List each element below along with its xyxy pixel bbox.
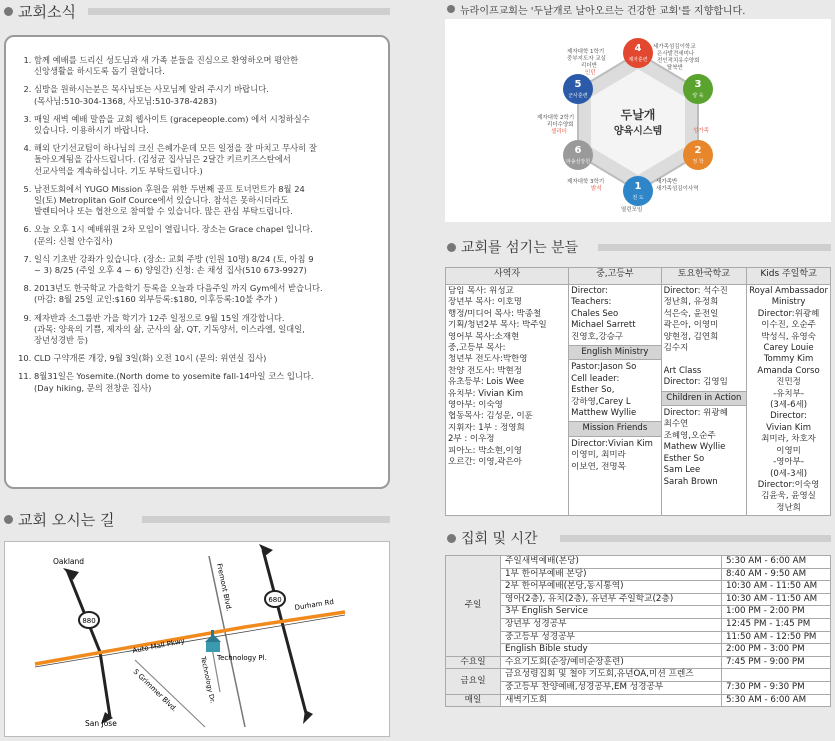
map-label-technology-dr: Technology Dr. <box>199 655 217 705</box>
svg-text:680: 680 <box>268 596 282 604</box>
vision-bullet-icon <box>447 5 455 13</box>
news-list <box>6 37 388 394</box>
service-time: 12:45 PM - 1:45 PM <box>722 618 831 631</box>
staff-entry: Royal Ambassador <box>749 286 828 296</box>
note: 셀리더 <box>551 129 567 135</box>
freeway-680-road <box>263 550 307 717</box>
staff-entry: Pastor:Jason So <box>571 362 637 373</box>
title-bar <box>560 535 831 542</box>
news-item: 10. CLD 구약개론 개강, 9월 3일(화) 오전 10시 (문의: 위연실 집사) <box>34 353 376 364</box>
note: 새가족섬김이사역 <box>656 186 699 192</box>
arrow-north-icon <box>259 544 273 556</box>
service-name: 1부 한어부예배 본당) <box>501 568 722 581</box>
step-number: 3 <box>694 79 702 90</box>
news-panel <box>4 35 390 489</box>
news-item: 8. 2013년도 한국학교 가을학기 등록을 오늘과 다음주일 까지 Gym에서 받습니다. (마감: 8월 25일 교인:$160 외부등록:$180, 이후등록:10불 추가 ) <box>34 283 376 305</box>
staff-entry: 영아부: 이숙영 <box>448 400 503 411</box>
staff-entry: 유초등부: Lois Wee <box>448 377 525 388</box>
staff-entry: 김수지 <box>663 343 689 354</box>
service-time: 1:00 PM - 2:00 PM <box>722 606 831 619</box>
schedule-row <box>446 644 831 657</box>
staff-entry: 오르간: 이영,곽은아 <box>448 457 522 468</box>
vision-statement: 뉴라이프교회는 '두날개로 날아오르는 건강한 교회'를 지향합니다. <box>460 6 746 17</box>
staff-entry: 박성식, 유영숙 <box>761 331 816 342</box>
title-bar <box>88 8 390 15</box>
staff-entry: 장년부 목사: 이호명 <box>448 297 522 308</box>
staff-entry: Tommy Kim <box>763 354 814 365</box>
note: 열린모임 <box>621 207 643 213</box>
staff-entry: 행정/미디어 목사: 박종철 <box>448 308 542 319</box>
staff-col-kids <box>747 285 831 516</box>
staff-entry <box>664 354 745 365</box>
staff-section-title: 교회를 섬기는 분들 <box>447 237 578 257</box>
staff-entry: Matthew Wyllie <box>571 408 637 419</box>
news-item: 2. 심방을 원하시는분은 목사님또는 사모님께 알려 주시기 바랍니다. (목사님:510-304-1368, 사모님:510-378-4283) <box>34 84 376 106</box>
note: 성가족 <box>693 128 709 134</box>
freeway-880-road <box>67 570 110 717</box>
schedule-day: 수요일 <box>446 656 501 669</box>
service-time: 7:45 PM - 9:00 PM <box>722 656 831 669</box>
staff-entry: Director:이숙영 <box>757 479 820 490</box>
staff-entry: Director: 석수진 <box>663 286 728 296</box>
staff-entry: Carey Louie <box>763 343 814 354</box>
staff-entry: Esther So, <box>571 385 615 396</box>
schedule-day: 매일 <box>446 694 501 707</box>
schedule-row <box>446 581 831 594</box>
title-bar <box>142 516 390 523</box>
note: 중부지도자 교실 <box>567 56 606 62</box>
mission-friends-header: Mission Friends <box>569 421 660 436</box>
staff-entry: 곽은아, 이영미 <box>663 320 719 331</box>
service-time: 7:30 PM - 9:30 PM <box>722 681 831 694</box>
staff-col-korean-school <box>661 285 747 516</box>
schedule-section-title: 집회 및 시간 <box>447 528 538 548</box>
staff-entry: 이수진, 오순주 <box>761 320 816 331</box>
news-item: 3. 매일 새벽 예배 말씀을 교회 웹사이트 (gracepeople.com) 에서 시청하실수 있습니다. 이용하시기 바랍니다. <box>34 114 376 136</box>
staff-entry: Director: 위광혜 <box>663 408 728 419</box>
staff-entry: Michael Sarrett <box>571 320 636 331</box>
staff-entry: 찬양 전도사: 박현정 <box>448 365 522 376</box>
staff-entry: 정난희, 유정희 <box>663 297 719 308</box>
staff-header: Kids 주일학교 <box>747 268 831 285</box>
note: 세가족섬김이학교 <box>653 44 696 50</box>
svg-text:880: 880 <box>82 617 96 625</box>
step-number: 2 <box>694 145 702 156</box>
staff-entry: 진영호,강승구 <box>571 331 624 342</box>
title-bar <box>598 244 831 251</box>
schedule-row <box>446 618 831 631</box>
news-item: 5. 남전도회에서 YUGO Mission 후원을 위한 두번째 골프 토너먼트가 8월 24 일(토) Metroplitan Golf Cource에서 있습니다. 참석은 못하시더라도 발렌티어나 또는 협찬으로 참여할 수 있습니다. 많은 관심 부탁드립니다. <box>34 184 376 218</box>
step-number: 1 <box>634 181 642 192</box>
note: 제자대학 3학기 <box>567 179 605 185</box>
news-item: 4. 해외 단기선교팀이 하나님의 크신 은혜가운데 모든 일정을 잘 마치고 무사히 잘 돌아오게됨을 감사드립니다. (김성균 집사님은 2달간 키르키즈스탄에서 선교사역을 계속하십니다. 기도 부탁드립니다.) <box>34 143 376 177</box>
staff-entry: 2부 : 이우정 <box>448 434 495 445</box>
service-name: English Bible study <box>501 644 722 657</box>
service-time: 5:30 AM - 6:00 AM <box>722 556 831 569</box>
step-number: 5 <box>574 79 582 90</box>
center-title: 두날개 <box>620 108 656 122</box>
step-label: 파송선장원 <box>565 159 591 165</box>
staff-entry: (0세-3세) <box>770 468 808 479</box>
step-label: 전 도 <box>632 195 644 201</box>
children-in-action-header: Children in Action <box>662 391 747 406</box>
note: 전인적치유수양회 <box>657 58 700 64</box>
step-number: 6 <box>574 145 582 156</box>
service-time: 11:50 AM - 12:50 PM <box>722 631 831 644</box>
schedule-row <box>446 694 831 707</box>
staff-entry: 석은숙, 윤전일 <box>663 308 719 319</box>
staff-entry: (3세-6세) <box>770 400 808 411</box>
step-label: 군사훈련 <box>568 93 588 99</box>
staff-entry: Teachers: <box>571 297 612 308</box>
staff-entry: Director: <box>571 286 609 296</box>
staff-entry: 최미라, 차호자 <box>761 434 816 445</box>
schedule-row <box>446 669 831 682</box>
note: 인턴 <box>585 70 596 76</box>
note: 제자대학 1학기 <box>567 49 605 55</box>
schedule-row <box>446 606 831 619</box>
staff-entry: 이영미 <box>776 445 801 456</box>
step-label: 제자훈련 <box>628 57 648 63</box>
staff-entry: Amanda Corso <box>757 365 820 376</box>
news-item: 1. 함께 예배를 드리신 성도님과 새 가족 분들을 진심으로 환영하오며 평안한 신앙생활을 하시도록 돕기 원합니다. <box>34 55 376 77</box>
service-name: 2부 한어부예배(본당,동시통역) <box>501 581 722 594</box>
note: 리더반 <box>581 63 597 69</box>
staff-entry: Cell leader: <box>571 373 620 384</box>
staff-col-youth <box>569 285 661 516</box>
schedule-row <box>446 656 831 669</box>
staff-entry: Art Class <box>663 365 702 376</box>
news-section-title: 교회소식 <box>4 1 76 22</box>
s-grimmer-road <box>135 660 205 727</box>
staff-header: 사역자 <box>446 268 569 285</box>
bullet-icon <box>4 7 13 16</box>
directions-section-title: 교회 오시는 길 <box>4 509 114 530</box>
staff-entry: 협동목사: 김성운, 이훈 <box>448 411 533 422</box>
map-label-san-jose: San Jose <box>85 719 117 728</box>
map-label-auto-mall-pkwy: Auto Mall Pkwy <box>131 636 186 655</box>
schedule-day: 금요일 <box>446 669 501 694</box>
staff-entry: 강하영,Carey L <box>571 396 631 407</box>
service-name: 새벽기도회 <box>501 694 722 707</box>
staff-entry: Director: 김영임 <box>663 377 728 388</box>
english-ministry-header: English Ministry <box>569 345 660 360</box>
staff-entry: 조혜영,오순주 <box>663 430 716 441</box>
map-label-s-grimmer-blvd: S Grimmer Blvd. <box>131 667 179 714</box>
staff-col-pastors <box>446 285 569 516</box>
bullet-icon <box>4 515 13 524</box>
service-name: 중고등부 성경공부 <box>501 631 722 644</box>
map-label-durham-rd: Durham Rd <box>294 597 335 612</box>
note: 제자대학 2학기 <box>537 115 575 121</box>
staff-entry: Esther So <box>663 453 705 464</box>
staff-entry: Chales Seo <box>571 308 619 319</box>
map-label-technology-pl: Technology Pl. <box>217 654 267 662</box>
map-label-oakland: Oakland <box>53 557 85 566</box>
staff-entry: Ministry <box>771 297 806 308</box>
staff-entry: 이영미, 최미라 <box>571 450 626 461</box>
staff-entry: 진민정 <box>776 377 801 388</box>
service-time: 2:00 PM - 3:00 PM <box>722 644 831 657</box>
schedule-row <box>446 681 831 694</box>
service-time: 5:30 AM - 6:00 AM <box>722 694 831 707</box>
staff-entry: 양현정, 김연희 <box>663 331 719 342</box>
service-name: 중고등부 찬양예배,성경공부,EM 성경공부 <box>501 681 722 694</box>
diagram-graphic <box>445 19 831 222</box>
staff-entry: -영아부- <box>773 457 804 468</box>
staff-entry: Mathew Wyllie <box>663 442 726 453</box>
staff-entry: 영어부 목사:소재현 <box>448 331 520 342</box>
staff-header: 토요한국학교 <box>661 268 747 285</box>
schedule-row <box>446 568 831 581</box>
service-name: 장년부 성경공부 <box>501 618 722 631</box>
note: 새가족반 <box>656 179 678 185</box>
staff-entry: 중,고등부 목사: <box>448 343 506 354</box>
staff-entry: 청년부 전도사:박한영 <box>448 354 528 365</box>
bullet-icon <box>447 534 456 543</box>
staff-entry: 유치부: Vivian Kim <box>448 388 524 399</box>
note: 은사발견세미나 <box>657 51 695 57</box>
staff-entry: Vivian Kim <box>766 422 811 433</box>
staff-header: 중,고등부 <box>569 268 661 285</box>
staff-entry: -유치부- <box>773 388 804 399</box>
staff-entry: Director: <box>770 411 807 422</box>
center-subtitle: 양육시스템 <box>613 126 663 137</box>
schedule-row <box>446 631 831 644</box>
discipleship-diagram <box>445 19 831 222</box>
staff-entry: Director:위광혜 <box>757 308 820 319</box>
step-label: 정 착 <box>692 159 704 165</box>
news-item: 7. 일식 기초반 강좌가 있습니다. (장소: 교회 주방 (인원 10명) 8/24 (토, 아침 9 ~ 3) 8/25 (주일 오후 4 ~ 6) 양일간) 신청: 손 채성 집사(510 673-9927) <box>34 254 376 276</box>
note: 리더수양회 <box>547 122 574 128</box>
staff-entry: Director:Vivian Kim <box>571 438 653 449</box>
staff-entry: 이보연, 전명목 <box>571 461 626 472</box>
staff-entry: 피아노: 박소현,이영 <box>448 445 522 456</box>
service-time: 8:40 AM - 9:50 AM <box>722 568 831 581</box>
staff-entry: 담임 목사: 위성교 <box>448 286 514 296</box>
schedule-table <box>445 555 831 707</box>
staff-entry: Sam Lee <box>663 465 701 476</box>
schedule-row <box>446 593 831 606</box>
service-name: 주일새벽예배(본당) <box>501 556 722 569</box>
step-number: 4 <box>634 43 642 54</box>
news-item: 6. 오늘 오후 1시 예배위원 2차 모임이 열립니다. 장소는 Grace chapel 입니다. (문의: 신철 안수집사) <box>34 224 376 246</box>
service-name: 수요기도회(순장/예비순장훈련) <box>501 656 722 669</box>
staff-entry: 기획/청년2부 목사: 박주일 <box>448 320 547 331</box>
service-name: 금요성령집회 및 철야 기도회,유년OA,미션 프렌즈 <box>501 669 722 682</box>
service-name: 3부 English Service <box>501 606 722 619</box>
schedule-day: 주일 <box>446 556 501 657</box>
note: 밝석 <box>591 186 602 192</box>
step-label: 양 육 <box>692 93 704 99</box>
map-graphic <box>5 542 389 736</box>
staff-entry: Sarah Brown <box>663 476 718 487</box>
staff-table <box>445 267 831 516</box>
schedule-row <box>446 556 831 569</box>
staff-entry: 김윤욱, 윤영실 <box>761 491 816 502</box>
service-time: 10:30 AM - 11:50 AM <box>722 593 831 606</box>
map-label-fremont-blvd: Fremont Blvd. <box>215 562 233 612</box>
staff-entry: 최수연 <box>663 419 689 430</box>
bullet-icon <box>447 243 456 252</box>
staff-entry: 지휘자: 1부 : 정영희 <box>448 422 525 433</box>
directions-map <box>4 541 390 737</box>
service-name: 영아(2층), 유치(2층), 유년부 주일학교(2층) <box>501 593 722 606</box>
note: 탈북반 <box>667 65 683 71</box>
staff-entry: 정난희 <box>776 502 801 513</box>
service-time: 10:30 AM - 11:50 AM <box>722 581 831 594</box>
news-item: 9. 제자반과 소그룹반 가을 학기가 12주 일정으로 9월 15일 개강합니다. (과목: 양육의 기쁨, 제자의 삶, 군사의 삶, QT, 기독양서, 이스라엘, 일대일, 장년성경반 등) <box>34 313 376 347</box>
service-time <box>722 669 831 682</box>
news-item: 11. 8월31일은 Yosemite.(North dome to yosemite fall-14마일 코스 입니다. (Day hiking, 문의 전창운 집사) <box>34 371 376 393</box>
